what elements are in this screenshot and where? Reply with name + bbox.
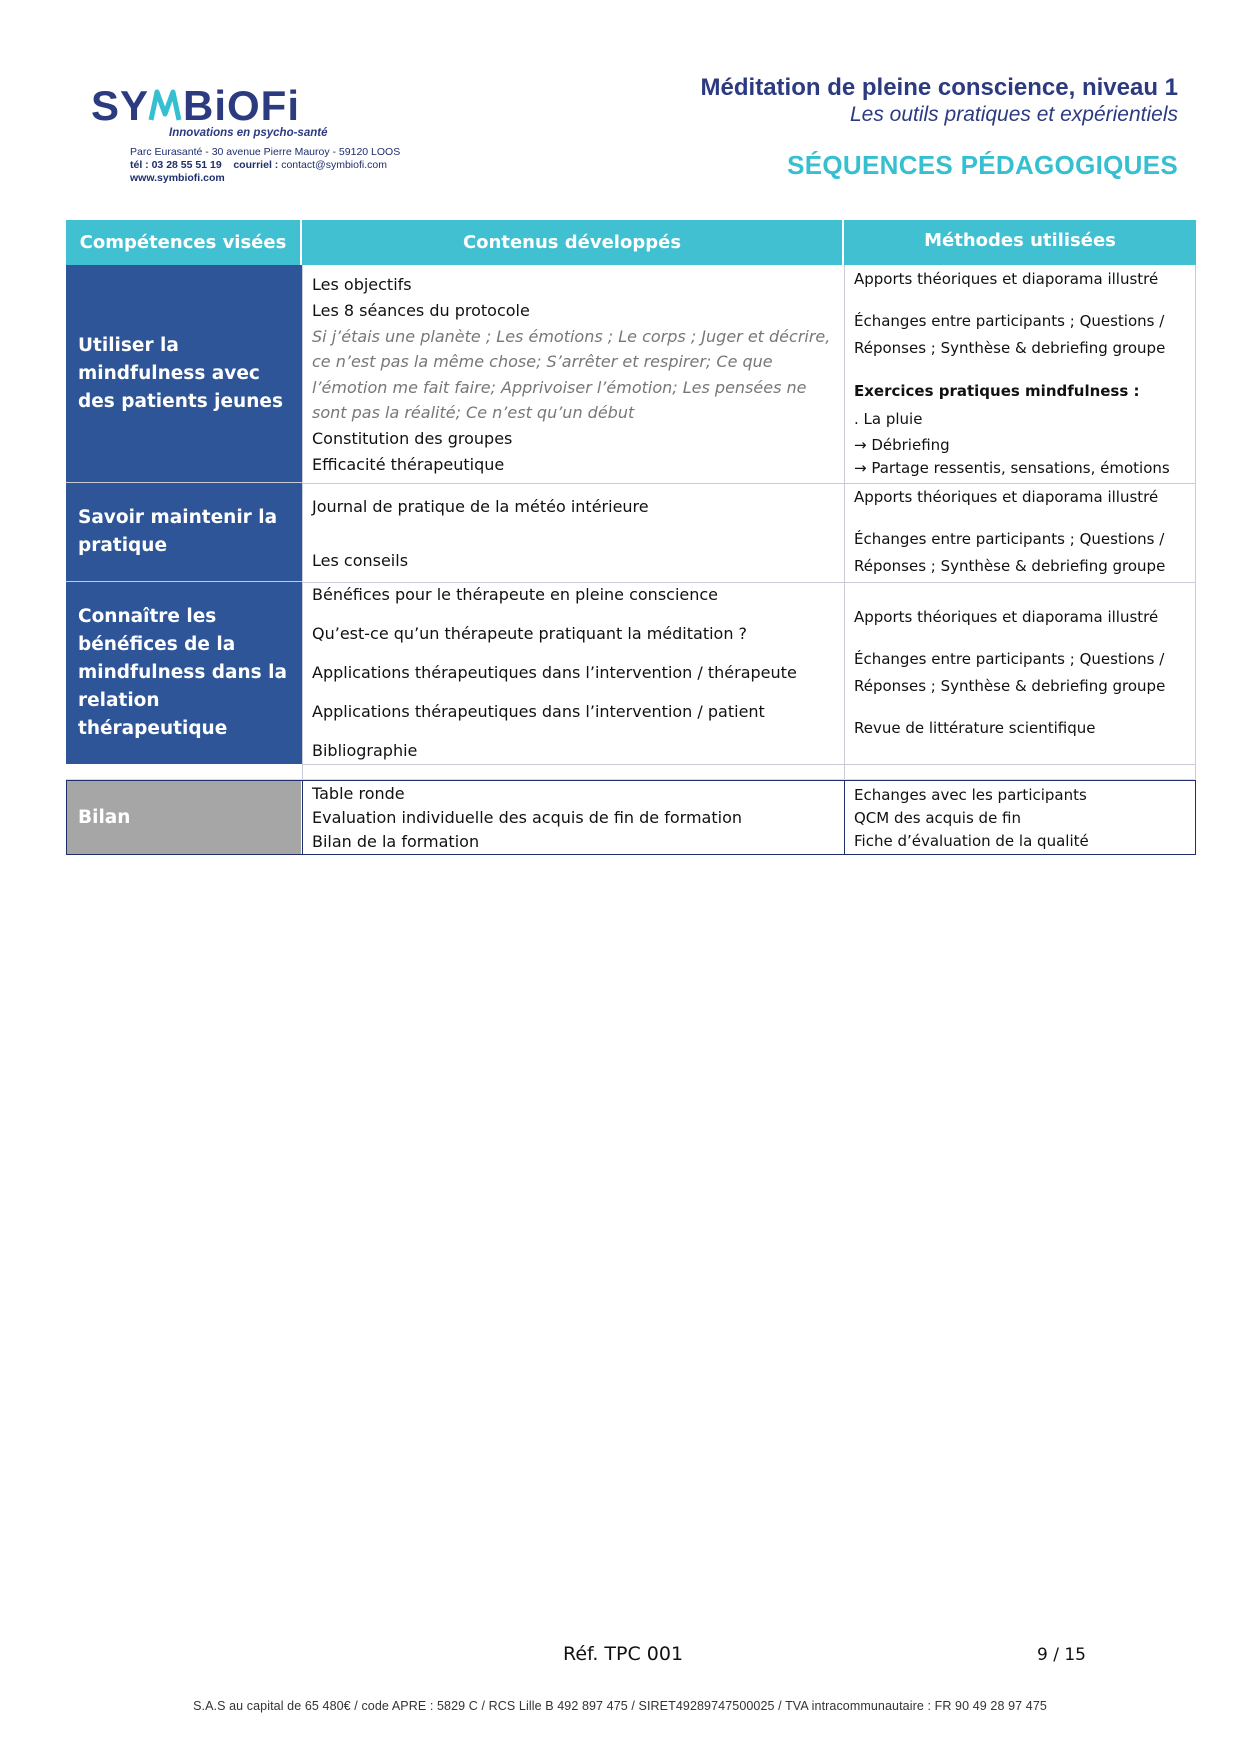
header-competences: Compétences visées xyxy=(66,220,302,265)
tel-value: 03 28 55 51 19 xyxy=(151,159,222,171)
method-item: Échanges entre participants ; Questions / xyxy=(854,650,1165,668)
method-item: → Partage ressentis, sensations, émotions xyxy=(854,459,1170,477)
document-reference: Réf. TPC 001 xyxy=(563,1643,684,1665)
method-item: Réponses ; Synthèse & debriefing groupe xyxy=(854,557,1166,575)
svg-text:BiOFi: BiOFi xyxy=(183,84,300,129)
company-contact xyxy=(130,159,387,171)
method-item: Apports théoriques et diaporama illustré xyxy=(854,270,1159,288)
grid-line xyxy=(844,781,845,854)
content-item: Bénéfices pour le thérapeute en pleine conscience xyxy=(312,585,719,604)
legal-footer: S.A.S au capital de 65 480€ / code APRE : 5829 C / RCS Lille B 492 897 475 / SIRET49289747500025 / TVA intracommunautaire : FR 90 49 28 97 475 xyxy=(193,1699,1047,1713)
method-item: Revue de littérature scientifique xyxy=(854,719,1096,737)
content-item-detail: ce n’est pas la même chose; S’arrêter et respirer; Ce que xyxy=(312,352,773,371)
grid-line xyxy=(1195,265,1196,779)
bilan-method-item: Fiche d’évaluation de la qualité xyxy=(854,832,1089,850)
content-item: Efficacité thérapeutique xyxy=(312,455,505,474)
content-item-detail: sont pas la réalité; Ce n’est qu’un début xyxy=(312,403,635,422)
bilan-competence: Bilan xyxy=(67,781,301,854)
method-item: Apports théoriques et diaporama illustré xyxy=(854,608,1159,626)
company-website[interactable]: www.symbiofi.com xyxy=(130,172,225,184)
bilan-content-item: Evaluation individuelle des acquis de fin de formation xyxy=(312,808,742,827)
company-address: Parc Eurasanté - 30 avenue Pierre Mauroy - 59120 LOOS xyxy=(130,146,401,158)
mail-value[interactable]: contact@symbiofi.com xyxy=(281,159,387,171)
header-contenus: Contenus développés xyxy=(302,220,844,265)
grid-line xyxy=(302,265,303,779)
competence-cell-1: Utiliser la mindfulness avec des patients jeunes xyxy=(66,265,302,483)
content-item: Applications thérapeutiques dans l’intervention / thérapeute xyxy=(312,663,797,682)
section-title: SÉQUENCES PÉDAGOGIQUES xyxy=(787,150,1178,180)
grid-line xyxy=(302,483,1196,484)
content-item: Journal de pratique de la météo intérieure xyxy=(312,497,649,516)
content-item: Les conseils xyxy=(312,551,409,570)
grid-line xyxy=(844,265,845,779)
page-number: 9 / 15 xyxy=(1037,1645,1086,1665)
content-item: Constitution des groupes xyxy=(312,429,513,448)
content-item: Les objectifs xyxy=(312,275,412,294)
bilan-method-item: Echanges avec les participants xyxy=(854,786,1087,804)
bilan-content-item: Table ronde xyxy=(312,784,405,803)
method-item-heading: Exercices pratiques mindfulness : xyxy=(854,382,1140,400)
content-item: Applications thérapeutiques dans l’intervention / patient xyxy=(312,702,765,721)
competence-cell-3: Connaître les bénéfices de la mindfulness dans la relation thérapeutique xyxy=(66,582,302,764)
content-item: Qu’est-ce qu’un thérapeute pratiquant la méditation ? xyxy=(312,624,748,643)
method-item: Réponses ; Synthèse & debriefing groupe xyxy=(854,339,1166,357)
bilan-method-item: QCM des acquis de fin xyxy=(854,809,1022,827)
svg-text:SY: SY xyxy=(91,84,150,129)
document-subtitle: Les outils pratiques et expérientiels xyxy=(849,103,1178,126)
bilan-content-item: Bilan de la formation xyxy=(312,832,480,851)
content-item-detail: Si j’étais une planète ; Les émotions ; Le corps ; Juger et décrire, xyxy=(312,327,831,346)
method-item: → Débriefing xyxy=(854,436,950,454)
method-item: Apports théoriques et diaporama illustré xyxy=(854,488,1159,506)
symbiofi-logo xyxy=(91,84,331,142)
header-methodes: Méthodes utilisées xyxy=(844,220,1196,265)
method-item: Réponses ; Synthèse & debriefing groupe xyxy=(854,677,1166,695)
grid-line xyxy=(302,764,1196,765)
method-item: Échanges entre participants ; Questions / xyxy=(854,312,1165,330)
document-title: Méditation de pleine conscience, niveau 1 xyxy=(700,74,1178,101)
content-item: Les 8 séances du protocole xyxy=(312,301,530,320)
tel-label: tél : xyxy=(130,159,149,171)
method-item: Échanges entre participants ; Questions / xyxy=(854,530,1165,548)
method-item: . La pluie xyxy=(854,410,923,428)
content-item-detail: l’émotion me fait faire; Apprivoiser l’émotion; Les pensées ne xyxy=(312,378,807,397)
competence-cell-2: Savoir maintenir la pratique xyxy=(66,483,302,582)
mail-label: courriel : xyxy=(233,159,279,171)
svg-text:Innovations en psycho-santé: Innovations en psycho-santé xyxy=(169,127,328,139)
grid-line xyxy=(302,582,1196,583)
content-item: Bibliographie xyxy=(312,741,418,760)
grid-line xyxy=(302,781,303,854)
